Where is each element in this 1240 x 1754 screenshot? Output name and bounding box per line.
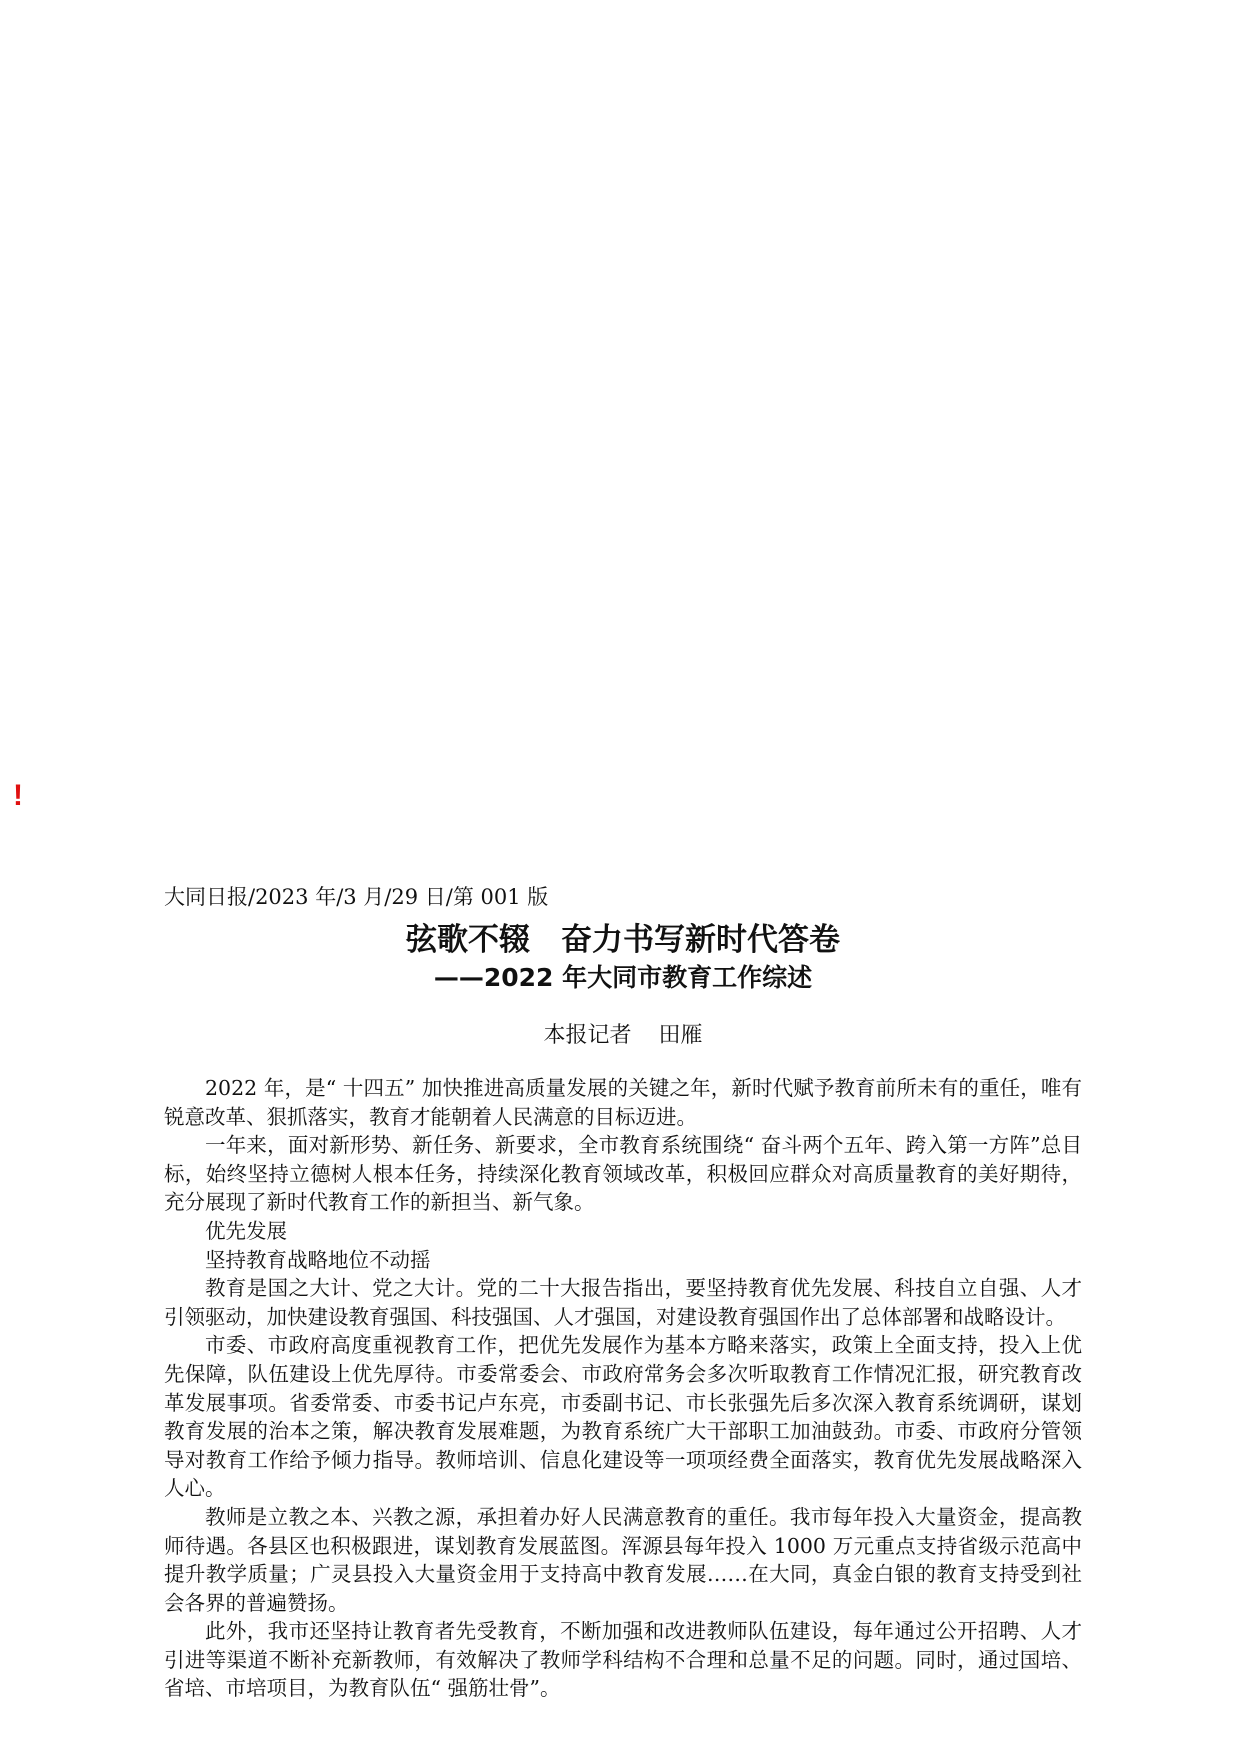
paragraph: 教师是立教之本、兴教之源，承担着办好人民满意教育的重任。我市每年投入大量资金，提高教师待遇。各县区也积极跟进，谋划教育发展蓝图。浑源县每年投入 1000 万元重点支持省级示范高中提升教学质量；广灵县投入大量资金用于支持高中教育发展……在大同，真金白银的教育支持受到社会各界的普遍赞扬。 xyxy=(164,1504,1082,1615)
source-line: 大同日报/2023 年/3 月/29 日/第 001 版 xyxy=(164,885,549,909)
paragraph: 教育是国之大计、党之大计。党的二十大报告指出，要坚持教育优先发展、科技自立自强、人才引领驱动，加快建设教育强国、科技强国、人才强国，对建设教育强国作出了总体部署和战略设计。 xyxy=(164,1276,1082,1329)
article-subtitle: ——2022 年大同市教育工作综述 xyxy=(433,963,813,992)
paragraph: 2022 年，是“ 十四五” 加快推进高质量发展的关键之年，新时代赋予教育前所未有的重任，唯有锐意改革、狠抓落实，教育才能朝着人民满意的目标迈进。 xyxy=(164,1076,1082,1129)
section-heading: 优先发展 xyxy=(205,1218,287,1243)
section-subheading: 坚持教育战略地位不动摇 xyxy=(205,1247,431,1272)
paragraph: 此外，我市还坚持让教育者先受教育，不断加强和改进教师队伍建设，每年通过公开招聘、人才引进等渠道不断补充新教师，有效解决了教师学科结构不合理和总量不足的问题。同时，通过国培、省培、市培项目，为教育队伍“ 强筋壮骨”。 xyxy=(164,1619,1082,1701)
article-body xyxy=(164,1074,1082,1703)
article xyxy=(164,882,1082,1703)
byline xyxy=(164,1020,1082,1052)
article-title: 弦歌不辍 奋力书写新时代答卷 xyxy=(406,922,840,958)
byline-role: 本报记者 xyxy=(543,1023,632,1048)
paragraph: 一年来，面对新形势、新任务、新要求，全市教育系统围绕“ 奋斗两个五年、跨入第一方阵”总目标，始终坚持立德树人根本任务，持续深化教育领域改革，积极回应群众对高质量教育的美好期待，充分展现了新时代教育工作的新担当、新气象。 xyxy=(164,1133,1082,1215)
exclamation-mark: ! xyxy=(13,779,23,812)
byline-name: 田雁 xyxy=(658,1023,703,1048)
paragraph: 市委、市政府高度重视教育工作，把优先发展作为基本方略来落实，政策上全面支持，投入上优先保障，队伍建设上优先厚待。市委常委会、市政府常务会多次听取教育工作情况汇报，研究教育改革发展事项。省委常委、市委书记卢东亮，市委副书记、市长张强先后多次深入教育系统调研，谋划教育发展的治本之策，解决教育发展难题，为教育系统广大干部职工加油鼓劲。市委、市政府分管领导对教育工作给予倾力指导。教师培训、信息化建设等一项项经费全面落实，教育优先发展战略深入人心。 xyxy=(164,1333,1082,1501)
